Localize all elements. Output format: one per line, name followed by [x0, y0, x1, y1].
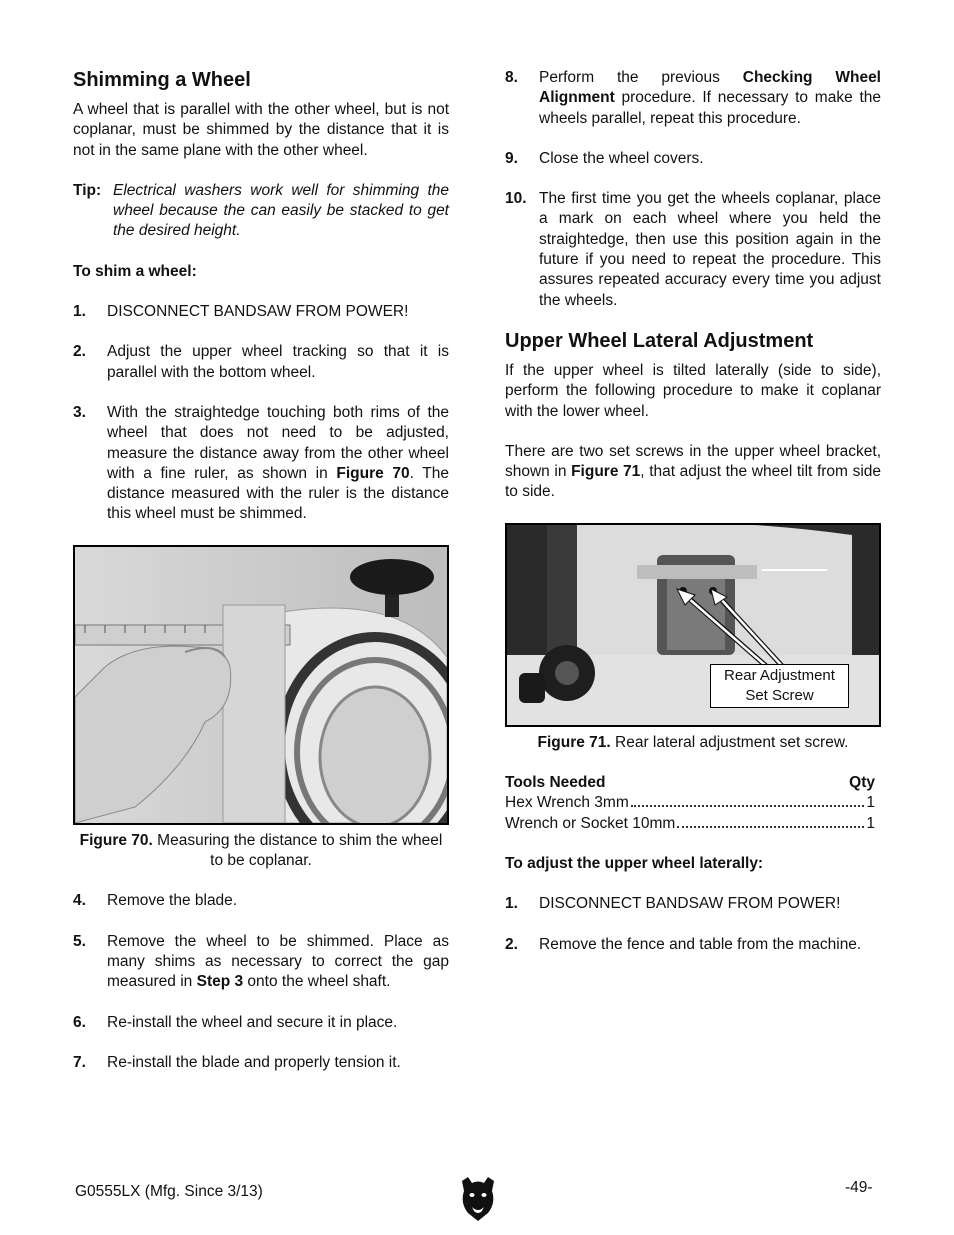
list-item [73, 1053, 449, 1073]
tool-name: Hex Wrench 3mm [505, 794, 629, 812]
tools-needed-table [505, 773, 881, 834]
list-item [505, 149, 881, 169]
list-item [505, 894, 881, 914]
figure-71-text: Rear lateral adjustment set screw. [610, 733, 849, 751]
step-text [539, 894, 881, 914]
step-text [107, 342, 449, 383]
figure-ref: Figure 71 [571, 463, 641, 481]
step-number: 10. [505, 190, 527, 208]
section-heading-shimming: Shimming a Wheel [73, 69, 251, 91]
list-item [73, 1013, 449, 1033]
figure-70-caption [73, 831, 449, 872]
step-text-bold: Figure 70 [336, 464, 410, 482]
step-number: 2. [505, 935, 518, 953]
step-text-part: Re-install the blade and properly tension it. [107, 1053, 401, 1071]
para-text: There are two set screws in the upper wheel bracket, shown in [505, 442, 881, 481]
dot-leader [631, 805, 865, 807]
step-text [107, 1013, 449, 1033]
figure-70-label: Figure 70. [79, 831, 153, 849]
callout-line: Set Screw [745, 686, 814, 704]
tool-row [505, 814, 881, 834]
list-item [505, 189, 881, 311]
lateral-intro-paragraph: If the upper wheel is tilted laterally (side to side), perform the following procedure to make it coplanar with the lower wheel. [505, 361, 881, 420]
intro-paragraph: A wheel that is parallel with the other wheel, but is not coplanar, must be shimmed by the distance that it is not in the same plane with the other wheel. [73, 101, 449, 159]
step-number: 1. [505, 895, 518, 913]
step-text-part: Remove the wheel to be shimmed. Place as many shims as necessary to correct the gap measured in [107, 932, 449, 991]
step-text [539, 189, 881, 311]
step-list [73, 891, 449, 1073]
step-text [107, 891, 449, 911]
page-number: -49- [845, 1179, 873, 1196]
step-number: 5. [73, 932, 86, 950]
step-text [107, 1053, 449, 1073]
step-text-bold: Checking Wheel Alignment [539, 69, 881, 107]
step-text [107, 302, 449, 322]
grizzly-bear-logo-icon [458, 1175, 498, 1221]
step-text-part: onto the wheel shaft. [243, 973, 391, 991]
step-text-part: Remove the blade. [107, 892, 238, 910]
step-number: 8. [505, 69, 518, 86]
step-text-part: Remove the fence and table from the machine. [539, 935, 862, 953]
subheading-shim: To shim a wheel: [73, 262, 197, 280]
list-item [505, 68, 881, 129]
tip-label: Tip: [73, 181, 102, 199]
dot-leader [677, 826, 864, 828]
figure-71-callout [710, 664, 849, 708]
step-text-part: Close the wheel covers. [539, 149, 704, 167]
tool-row [505, 793, 881, 813]
section-heading-lateral: Upper Wheel Lateral Adjustment [505, 329, 814, 352]
step-list [505, 68, 881, 311]
step-number: 3. [73, 403, 86, 421]
step-list [73, 302, 449, 525]
step-number: 9. [505, 149, 518, 167]
list-item [505, 935, 881, 955]
qty-header: Qty [849, 774, 875, 792]
step-number: 2. [73, 343, 86, 361]
step-text-part: DISCONNECT BANDSAW FROM POWER! [539, 895, 841, 913]
step-list [505, 894, 881, 955]
step-text-bold: Step 3 [196, 973, 244, 991]
figure-70-text: Measuring the distance to shim the wheel to be coplanar. [152, 831, 443, 870]
step-text [539, 68, 881, 129]
para-text: , that adjust the wheel tilt from side to side. [505, 463, 881, 501]
step-number: 6. [73, 1013, 86, 1031]
step-text-part: Adjust the upper wheel tracking so that it is parallel with the bottom wheel. [107, 343, 449, 381]
subheading-lateral: To adjust the upper wheel laterally: [505, 854, 764, 872]
tools-header-row [505, 773, 881, 793]
step-text [107, 932, 449, 993]
tip-text: Electrical washers work well for shimming the wheel because the can easily be stacked to get the desired height. [113, 181, 449, 240]
step-text-part: The first time you get the wheels coplanar, place a mark on each wheel where you held the straightedge, then use this position again in the future if you need to repeat the procedure. This assures repeated accuracy every time you adjust the wheels. [539, 190, 881, 309]
step-text-part: Perform the previous [539, 69, 743, 86]
step-text-part: DISCONNECT BANDSAW FROM POWER! [107, 303, 409, 321]
figure-71-photo [505, 523, 881, 727]
list-item [73, 302, 449, 322]
tip-block [73, 181, 449, 242]
step-text [539, 935, 881, 955]
step-text [107, 403, 449, 525]
figure-70-illustration [75, 547, 447, 823]
step-text-part: Re-install the wheel and secure it in place. [107, 1013, 398, 1031]
step-text-part: With the straightedge touching both rims of the wheel that does not need to be adjusted, measure the distance away from the other wheel with a fine ruler, as shown in [107, 403, 449, 482]
list-item [73, 891, 449, 911]
right-column [505, 68, 881, 975]
figure-70-photo [73, 545, 449, 825]
figure-71-caption [505, 733, 881, 753]
tool-qty: 1 [866, 814, 875, 832]
callout-line: Rear Adjustment [724, 666, 835, 684]
left-column [73, 68, 449, 1093]
tools-header: Tools Needed [505, 774, 606, 792]
list-item [73, 342, 449, 383]
list-item [73, 932, 449, 993]
step-number: 1. [73, 303, 86, 321]
list-item [73, 403, 449, 525]
figure-71-label: Figure 71. [537, 733, 611, 751]
footer-model: G0555LX (Mfg. Since 3/13) [75, 1183, 263, 1200]
tool-name: Wrench or Socket 10mm [505, 814, 676, 832]
set-screw-paragraph [505, 442, 881, 503]
tool-qty: 1 [866, 794, 875, 812]
step-number: 7. [73, 1053, 86, 1071]
step-number: 4. [73, 892, 86, 910]
step-text-part: . The distance measured with the ruler is the distance this wheel must be shimmed. [107, 464, 449, 523]
step-text-part: procedure. If necessary to make the wheels parallel, repeat this procedure. [539, 89, 881, 127]
step-text [539, 149, 881, 169]
